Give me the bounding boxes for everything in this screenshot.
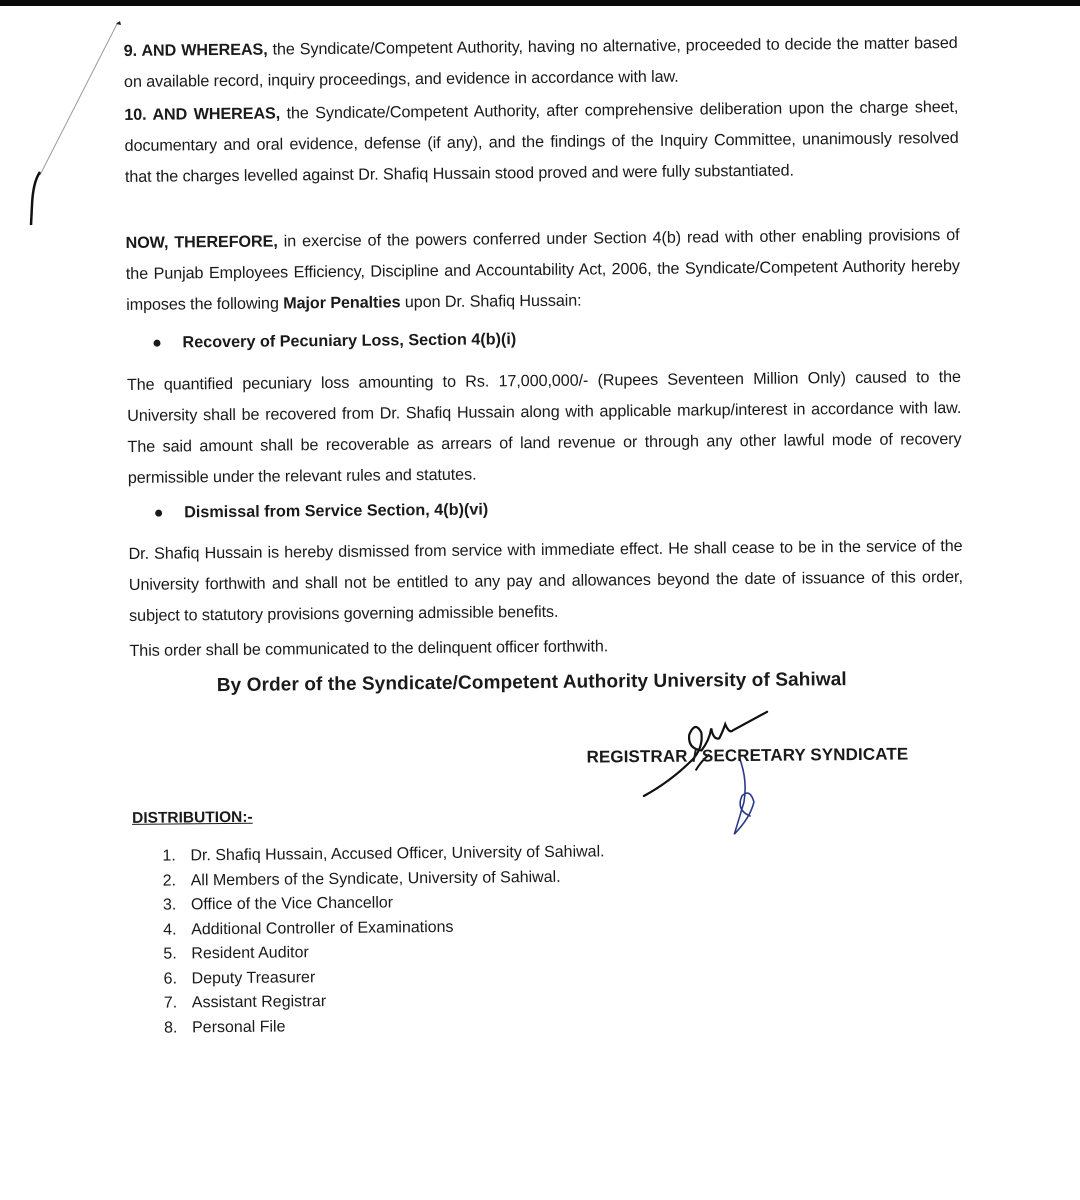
item-text: All Members of the Syndicate, University of Sahiwal. (190, 868, 561, 889)
now-therefore-paragraph (125, 220, 960, 321)
item-text: Assistant Registrar (191, 993, 327, 1012)
now-therefore-lead: NOW, THEREFORE, (125, 232, 278, 252)
paragraph-9 (124, 28, 959, 98)
penalty-body-dismissal: Dr. Shafiq Hussain is hereby dismissed from service with immediate effect. He shall cease to be in the service of the University forthwith and shall not be entitled to any pay and allowances beyond the date of issuance of this order, subject to statutory provisions governing admissible benefits. (128, 536, 963, 625)
bullet-icon (155, 510, 162, 517)
item-text: Personal File (192, 1017, 286, 1036)
item-text: Deputy Treasurer (191, 968, 316, 987)
item-number: 4. (163, 921, 177, 939)
distribution-item (164, 1012, 606, 1041)
paragraph-10-lead: 10. AND WHEREAS, (124, 104, 281, 124)
item-number: 5. (163, 945, 177, 963)
now-therefore-text: in exercise of the powers conferred under Section 4(b) read with other enabling provisions of the Punjab Employees Efficiency, Discipline and Accountability Act, 2006, the Syndicate/Competent Authority hereby imposes the following (125, 225, 960, 314)
item-number: 8. (164, 1019, 178, 1037)
paragraph-10 (124, 92, 959, 193)
distribution-list (162, 840, 606, 1040)
penalty-body-recovery: The quantified pecuniary loss amounting to Rs. 17,000,000/- (Rupees Seventeen Million Only) caused to the University shall be recovered from Dr. Shafiq Hussain along with applicable markup/interest in accordance with law. The said amount shall be recoverable as arrears of land revenue or through any other lawful mode of recovery permissible under the relevant rules and statutes. (126, 367, 962, 487)
distribution-heading: DISTRIBUTION:- (131, 808, 253, 827)
item-number: 6. (163, 970, 178, 988)
bullet-icon (153, 340, 160, 347)
distribution-item (163, 865, 605, 894)
item-number: 1. (162, 847, 176, 865)
signatory-designation: REGISTRAR / SECRETARY SYNDICATE (586, 744, 909, 767)
penalty-heading-dismissal (155, 500, 488, 522)
major-penalties-emphasis: Major Penalties (283, 293, 401, 313)
item-text: Resident Auditor (191, 944, 309, 963)
item-text: Office of the Vice Chancellor (190, 894, 394, 914)
item-number: 3. (162, 896, 177, 914)
paragraph-9-lead: 9. AND WHEREAS, (123, 40, 268, 60)
paragraph-10-text: the Syndicate/Competent Authority, after comprehensive deliberation upon the charge sheet, documentary and oral evidence, defense (if any), and the findings of the Inquiry Committee, unanimously resolved that the charges levelled against Dr. Shafiq Hussain stood proved and were fully substantiated. (124, 97, 959, 186)
item-text: Dr. Shafiq Hussain, Accused Officer, University of Sahiwal. (190, 843, 605, 865)
item-number: 2. (162, 872, 177, 890)
paragraph-9-text: the Syndicate/Competent Authority, having no alternative, proceeded to decide the matter based on available record, inquiry proceedings, and evidence in accordance with law. (123, 33, 958, 91)
by-order-line: By Order of the Syndicate/Competent Authority University of Sahiwal (216, 669, 847, 697)
penalty-heading-text: Recovery of Pecuniary Loss, Section 4(b)(i) (182, 330, 517, 352)
signature-icon (631, 710, 792, 842)
penalty-heading-recovery (153, 330, 516, 352)
item-text: Additional Controller of Examinations (191, 918, 454, 938)
communication-line: This order shall be communicated to the delinquent officer forthwith. (129, 637, 609, 660)
item-number: 7. (163, 994, 178, 1012)
now-therefore-text-end: upon Dr. Shafiq Hussain: (400, 291, 582, 312)
penalty-heading-text: Dismissal from Service Section, 4(b)(vi) (184, 500, 489, 522)
